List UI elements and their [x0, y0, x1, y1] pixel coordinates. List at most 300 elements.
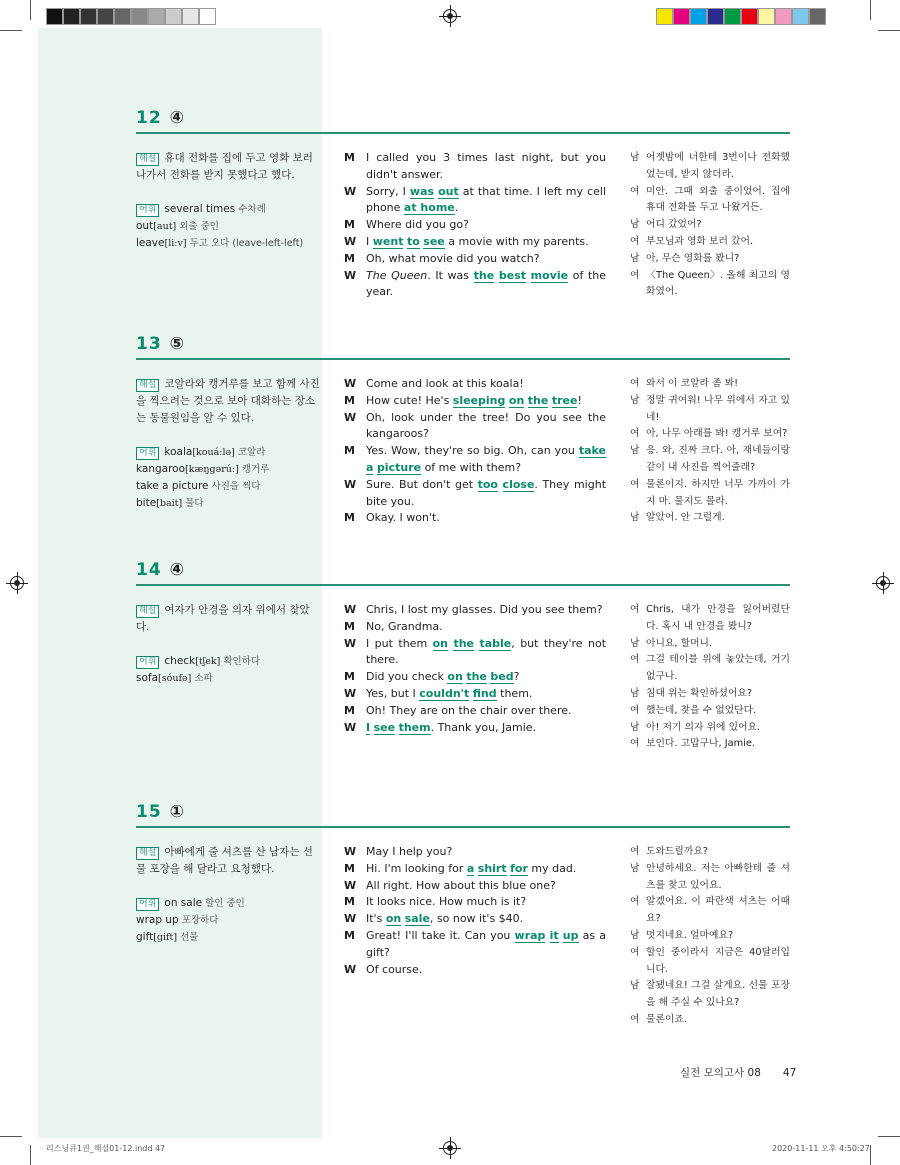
vocab-word: several times	[164, 203, 236, 215]
dialog-fragment: Oh! They are on the chair over there.	[366, 703, 572, 717]
translation-line	[630, 703, 790, 720]
dialog-script	[344, 150, 606, 301]
vocab-ipa: [gift]	[153, 932, 178, 943]
vocab-ipa: [kouáːlə]	[192, 447, 235, 458]
answer-blank: couldn't	[419, 686, 470, 700]
question-header	[136, 560, 185, 580]
question-section	[136, 560, 790, 760]
translation-line	[630, 251, 790, 268]
answer-blank: to	[406, 234, 420, 248]
dialog-fragment: I put them	[366, 636, 433, 650]
vocab-item	[136, 461, 322, 478]
vocab-item	[136, 670, 322, 687]
color-swatch	[690, 8, 707, 25]
translation-line	[630, 393, 790, 427]
explanation-column	[136, 844, 322, 946]
translation-line	[630, 720, 790, 737]
dialog-line	[344, 217, 606, 234]
dialog-fragment: !	[577, 393, 582, 407]
dialog-fragment: All right. How about this blue one?	[366, 878, 556, 892]
dialog-text	[366, 443, 606, 477]
speaker-label: W	[344, 845, 357, 858]
translation-text: 아, 나무 아래를 봐! 캥거루 보여?	[646, 428, 788, 440]
explanation-tag: 해설	[136, 379, 159, 392]
color-swatch	[63, 8, 80, 25]
dialog-line	[344, 619, 606, 636]
answer-choice: ④	[169, 108, 186, 128]
speaker-label: M	[344, 895, 355, 909]
translation-text: 잘됐네요! 그걸 살게요. 선물 포장을 해 주실 수 있나요?	[646, 980, 790, 1009]
answer-blank: sale	[404, 912, 430, 926]
crop-mark	[0, 30, 22, 31]
dialog-fragment: , so now it's $40.	[429, 912, 524, 926]
translation-text: 그걸 테이블 위에 놓았는데, 거기 없구나.	[646, 654, 790, 683]
vocab-meaning: 두고 오다 (leave-left-left)	[186, 238, 304, 249]
translation-line	[630, 686, 790, 703]
explanation-tag: 해설	[136, 847, 159, 860]
dialog-line	[344, 928, 606, 962]
dialog-line	[344, 376, 606, 393]
answer-blank: on	[432, 636, 448, 650]
dialog-fragment: a movie with my parents.	[444, 234, 589, 248]
answer-blank: sleeping	[452, 393, 506, 407]
translation-speaker: 여	[630, 738, 640, 750]
vocab-meaning: 코알라	[234, 447, 266, 458]
answer-blank: a	[366, 460, 374, 474]
vocab-tag: 어휘	[136, 898, 159, 911]
dialog-text	[366, 878, 606, 895]
answer-blank: wrap	[514, 928, 546, 942]
answer-blank: movie	[530, 268, 569, 282]
dialog-line	[344, 251, 606, 268]
dialog-line	[344, 686, 606, 703]
translation-line	[630, 894, 790, 928]
speaker-label: M	[344, 861, 355, 875]
translation-text: 응. 와, 진짜 크다. 아, 재네들이랑 같이 내 사진을 찍어줄래?	[646, 445, 790, 473]
translation-line	[630, 945, 790, 979]
translation-column	[630, 602, 790, 753]
answer-blank: see	[373, 720, 396, 734]
translation-line	[630, 477, 790, 511]
crop-mark	[30, 1145, 31, 1165]
speaker-label: M	[344, 393, 355, 407]
vocab-meaning: 확인하다	[220, 656, 261, 667]
translation-line	[630, 861, 790, 895]
question-number: 12	[136, 108, 162, 128]
explanation-body: 아빠에게 줄 셔츠를 산 남자는 선물 포장을 해 달라고 요청했다.	[136, 846, 313, 875]
crop-mark	[30, 0, 31, 20]
dialog-fragment: Come and look at this koala!	[366, 377, 524, 390]
crop-mark	[878, 1136, 900, 1137]
answer-blank: on	[508, 393, 525, 407]
dialog-fragment: my dad.	[527, 861, 577, 875]
answer-blank: it	[549, 928, 559, 942]
translation-text: 안녕하세요. 저는 아빠한테 줄 셔츠를 찾고 있어요.	[646, 862, 790, 891]
dialog-line	[344, 720, 606, 737]
question-section	[136, 334, 790, 534]
speaker-label: W	[344, 477, 357, 491]
translation-text: 부모님과 영화 보러 갔어.	[646, 235, 754, 247]
dialog-text	[366, 962, 606, 979]
translation-text: Chris, 내가 안경을 잃어버렸단다. 혹시 내 안경을 봤니?	[646, 604, 790, 632]
answer-blank: I	[366, 720, 371, 734]
answer-blank: shirt	[477, 861, 507, 875]
dialog-fragment: Oh, look under the tree! Do you see the kangaroos?	[366, 410, 606, 441]
translation-speaker: 여	[630, 185, 640, 197]
answer-blank: see	[423, 234, 445, 248]
dialog-fragment: The Queen	[366, 268, 428, 282]
speaker-label: W	[344, 268, 357, 282]
vocabulary-list	[136, 201, 322, 252]
dialog-fragment: Of course.	[366, 962, 423, 976]
dialog-line	[344, 861, 606, 878]
vocab-meaning: 선물	[177, 932, 199, 943]
answer-blank: on	[447, 670, 463, 684]
translation-text: 어젯밤에 너한테 3번이나 전화했었는데, 받지 않더라.	[646, 152, 790, 180]
translation-text: 보인다. 고맙구나, Jamie.	[646, 738, 756, 750]
dialog-script	[344, 844, 606, 978]
dialog-text	[366, 477, 606, 511]
explanation-text	[136, 602, 322, 636]
dialog-text	[366, 703, 606, 720]
page-footer	[680, 1065, 796, 1080]
dialog-text	[366, 234, 606, 251]
color-swatch	[80, 8, 97, 25]
vocab-word: take a picture	[136, 480, 209, 492]
vocab-meaning: 포장하다	[178, 915, 219, 926]
answer-blank: them	[398, 720, 431, 734]
dialog-line	[344, 844, 606, 861]
dialog-line	[344, 894, 606, 911]
color-swatch	[114, 8, 131, 25]
vocab-word: bite	[136, 497, 157, 509]
color-swatch	[707, 8, 724, 25]
dialog-text	[366, 844, 606, 861]
dialog-line	[344, 669, 606, 686]
speaker-label: M	[344, 251, 355, 265]
registration-mark-right	[876, 576, 890, 590]
speaker-label: M	[344, 703, 355, 717]
translation-line	[630, 217, 790, 234]
translation-column	[630, 844, 790, 1029]
speaker-label: M	[344, 151, 355, 164]
translation-speaker: 남	[630, 152, 640, 163]
vocab-meaning: 사진을 찍다	[208, 481, 261, 492]
explanation-body: 휴대 전화를 집에 두고 영화 보러 나가서 전화를 받지 못했다고 했다.	[136, 152, 313, 181]
answer-blank: best	[498, 268, 527, 282]
dialog-text	[366, 376, 606, 393]
dialog-text	[366, 636, 606, 670]
dialog-line	[344, 410, 606, 444]
dialog-line	[344, 268, 606, 302]
vocabulary-list	[136, 444, 322, 512]
vocab-item	[136, 495, 322, 512]
dialog-text	[366, 184, 606, 218]
vocab-ipa: [bait]	[156, 498, 183, 509]
section-rule	[136, 358, 790, 360]
dialog-line	[344, 602, 606, 619]
dialog-text	[366, 619, 606, 636]
crop-mark	[878, 30, 900, 31]
color-swatch	[148, 8, 165, 25]
dialog-fragment: Chris, I lost my glasses. Did you see them?	[366, 603, 603, 616]
translation-speaker: 여	[630, 846, 640, 857]
translation-text: 알겠어요. 이 파란색 셔츠는 어때요?	[646, 896, 790, 925]
speaker-label: W	[344, 686, 357, 700]
dialog-fragment: . Thank you, Jamie.	[430, 720, 537, 734]
translation-speaker: 여	[630, 428, 640, 440]
answer-blank: up	[562, 928, 579, 942]
answer-blank: close	[502, 477, 535, 491]
dialog-line	[344, 878, 606, 895]
question-section	[136, 108, 790, 308]
translation-line	[630, 652, 790, 686]
question-header	[136, 802, 185, 822]
color-swatch	[758, 8, 775, 25]
explanation-column	[136, 150, 322, 252]
vocab-item	[136, 218, 322, 235]
answer-blank: the	[453, 636, 475, 650]
translation-speaker: 남	[630, 929, 640, 941]
translation-text: 물론이죠.	[646, 1013, 687, 1025]
answer-blank: the	[527, 393, 549, 407]
translation-speaker: 남	[630, 862, 640, 874]
dialog-script	[344, 376, 606, 527]
vocab-item	[136, 201, 322, 218]
vocab-word: koala	[164, 446, 193, 458]
color-swatch	[741, 8, 758, 25]
translation-speaker: 여	[630, 269, 640, 281]
translation-speaker: 남	[630, 252, 640, 264]
vocab-item	[136, 912, 322, 929]
speaker-label: M	[344, 928, 355, 942]
dialog-line	[344, 477, 606, 511]
vocab-ipa: [liːv]	[164, 238, 187, 249]
vocab-meaning: 물다	[182, 498, 204, 509]
vocab-word: leave	[136, 237, 165, 249]
dialog-text	[366, 217, 606, 234]
color-swatch	[809, 8, 826, 25]
dialog-fragment: Sorry, I	[366, 184, 410, 198]
translation-text: 〈The Queen〉. 올해 최고의 영화였어.	[646, 269, 790, 298]
dialog-fragment: Yes, but I	[366, 686, 420, 700]
translation-text: 미안. 그때 외출 중이었어. 집에 휴대 전화를 두고 나왔거든.	[646, 185, 790, 214]
speaker-label: W	[344, 234, 357, 248]
color-swatch	[724, 8, 741, 25]
vocab-item	[136, 929, 322, 946]
translation-speaker: 남	[630, 445, 640, 457]
translation-speaker: 남	[630, 394, 640, 406]
vocab-ipa: [sóufə]	[158, 673, 192, 684]
translation-line	[630, 426, 790, 443]
dialog-fragment: How cute! He's	[366, 393, 453, 407]
translation-text: 할인 중이라서 지금은 40달러입니다.	[646, 946, 790, 975]
dialog-text	[366, 410, 606, 444]
vocab-word: on sale	[164, 897, 203, 909]
vocab-word: wrap up	[136, 914, 179, 926]
vocab-ipa: [tʃek]	[195, 656, 221, 667]
speaker-label: W	[344, 410, 357, 424]
vocab-word: kangaroo	[136, 463, 186, 475]
translation-line	[630, 978, 790, 1012]
color-swatch	[46, 8, 63, 25]
speaker-label: W	[344, 603, 357, 616]
vocab-meaning: 캥거루	[238, 464, 270, 475]
translation-text: 알았어. 안 그럴게.	[646, 512, 725, 524]
crop-mark	[870, 0, 871, 20]
dialog-fragment	[498, 478, 503, 491]
dialog-fragment: of me with them?	[421, 460, 522, 474]
answer-blank: too	[477, 477, 498, 491]
vocab-ipa: [kæŋgərúː]	[185, 464, 239, 475]
translation-speaker: 여	[630, 1013, 640, 1025]
dialog-text	[366, 602, 606, 619]
speaker-label: M	[344, 444, 355, 458]
speaker-label: W	[344, 720, 357, 734]
translation-speaker: 여	[630, 704, 640, 716]
dialog-line	[344, 184, 606, 218]
translation-speaker: 남	[630, 721, 640, 733]
translation-line	[630, 844, 790, 861]
vocab-item	[136, 653, 322, 670]
question-section	[136, 802, 790, 1025]
vocab-ipa: [aut]	[153, 221, 177, 232]
dialog-line	[344, 150, 606, 184]
speaker-label: M	[344, 619, 355, 633]
vocab-tag: 어휘	[136, 447, 159, 460]
translation-column	[630, 150, 790, 301]
dialog-fragment: It looks nice. How much is it?	[366, 895, 527, 909]
translation-speaker: 여	[630, 896, 640, 908]
section-rule	[136, 132, 790, 134]
speaker-label: M	[344, 218, 355, 232]
vocab-item	[136, 895, 322, 912]
translation-line	[630, 234, 790, 251]
translation-text: 했는데, 찾을 수 없었단다.	[646, 704, 757, 716]
answer-blank: was	[409, 184, 435, 198]
dialog-text	[366, 150, 606, 184]
explanation-tag: 해설	[136, 153, 159, 166]
color-swatch	[792, 8, 809, 25]
question-header	[136, 334, 185, 354]
answer-blank: out	[438, 184, 459, 198]
translation-line	[630, 376, 790, 393]
translation-line	[630, 510, 790, 527]
print-slug-date: 2020-11-11 오후 4:50:27	[772, 1144, 870, 1153]
question-number: 15	[136, 802, 162, 822]
translation-speaker: 여	[630, 378, 640, 389]
vocab-meaning: 수차례	[235, 204, 266, 215]
dialog-fragment: Where did you go?	[366, 218, 469, 232]
speaker-label: W	[344, 878, 357, 892]
color-swatch	[182, 8, 199, 25]
dialog-line	[344, 393, 606, 410]
speaker-label: W	[344, 962, 357, 976]
dialog-fragment	[526, 269, 531, 282]
vocab-word: out	[136, 220, 154, 232]
footer-section-label: 실전 모의고사 08	[680, 1067, 761, 1079]
dialog-line	[344, 443, 606, 477]
translation-speaker: 여	[630, 946, 640, 958]
answer-blank: at home	[403, 201, 455, 215]
translation-line	[630, 268, 790, 302]
vocab-meaning: 할인 중인	[202, 898, 245, 909]
print-slug-file: 리스닝큐1권_해설01-12.indd 47	[46, 1144, 166, 1153]
explanation-body: 여자가 안경을 의자 위에서 찾았다.	[136, 604, 310, 633]
dialog-fragment: I called you 3 times last night, but you didn't answer.	[366, 151, 606, 181]
answer-choice: ④	[169, 560, 186, 580]
dialog-text	[366, 894, 606, 911]
translation-text: 멋지네요. 얼마예요?	[646, 929, 734, 941]
dialog-text	[366, 251, 606, 268]
dialog-text	[366, 510, 606, 527]
vocab-tag: 어휘	[136, 656, 159, 669]
speaker-label: W	[344, 636, 357, 650]
registration-mark-left	[10, 576, 24, 590]
explanation-text	[136, 376, 322, 427]
color-swatch	[165, 8, 182, 25]
dialog-fragment: May I help you?	[366, 845, 453, 858]
dialog-fragment: . It was	[427, 268, 474, 282]
dialog-fragment: of the year.	[366, 268, 607, 299]
dialog-fragment	[545, 929, 549, 942]
dialog-text	[366, 911, 606, 928]
question-number: 14	[136, 560, 162, 580]
translation-speaker: 여	[630, 235, 640, 247]
dialog-script	[344, 602, 606, 736]
translation-line	[630, 443, 790, 477]
explanation-column	[136, 376, 322, 512]
dialog-fragment: No, Grandma.	[366, 619, 443, 633]
translation-text: 어디 갔었어?	[646, 219, 702, 231]
answer-choice: ⑤	[169, 334, 186, 354]
dialog-text	[366, 268, 606, 302]
translation-speaker: 남	[630, 219, 640, 231]
dialog-fragment: Hi. I'm looking for	[366, 861, 467, 875]
answer-blank: tree	[551, 393, 578, 407]
dialog-line	[344, 911, 606, 928]
dialog-fragment: Yes. Wow, they're so big. Oh, can you	[366, 444, 579, 458]
vocab-tag: 어휘	[136, 204, 159, 217]
translation-column	[630, 376, 790, 527]
gray-calibration-strip	[46, 8, 216, 26]
dialog-line	[344, 234, 606, 251]
dialog-text	[366, 686, 606, 703]
dialog-line	[344, 636, 606, 670]
dialog-line	[344, 962, 606, 979]
dialog-fragment: at that time. I left my cell phone	[366, 184, 606, 215]
section-rule	[136, 826, 790, 828]
dialog-line	[344, 510, 606, 527]
dialog-fragment: .	[454, 201, 459, 215]
translation-line	[630, 636, 790, 653]
answer-blank: a	[466, 861, 475, 875]
translation-text: 아니요, 할머니.	[646, 637, 713, 649]
vocab-item	[136, 478, 322, 495]
answer-blank: for	[510, 861, 528, 875]
translation-speaker: 남	[630, 980, 640, 992]
explanation-column	[136, 602, 322, 687]
translation-text: 침대 위는 확인하셨어요?	[646, 687, 753, 699]
color-swatch	[656, 8, 673, 25]
dialog-text	[366, 720, 606, 737]
color-swatch	[775, 8, 792, 25]
dialog-fragment: Sure. But don't get	[366, 477, 478, 491]
translation-text: 아! 저기 의자 위에 있어요.	[646, 721, 761, 733]
vocab-item	[136, 444, 322, 461]
answer-blank: went	[372, 234, 404, 248]
page-number: 47	[782, 1067, 797, 1079]
